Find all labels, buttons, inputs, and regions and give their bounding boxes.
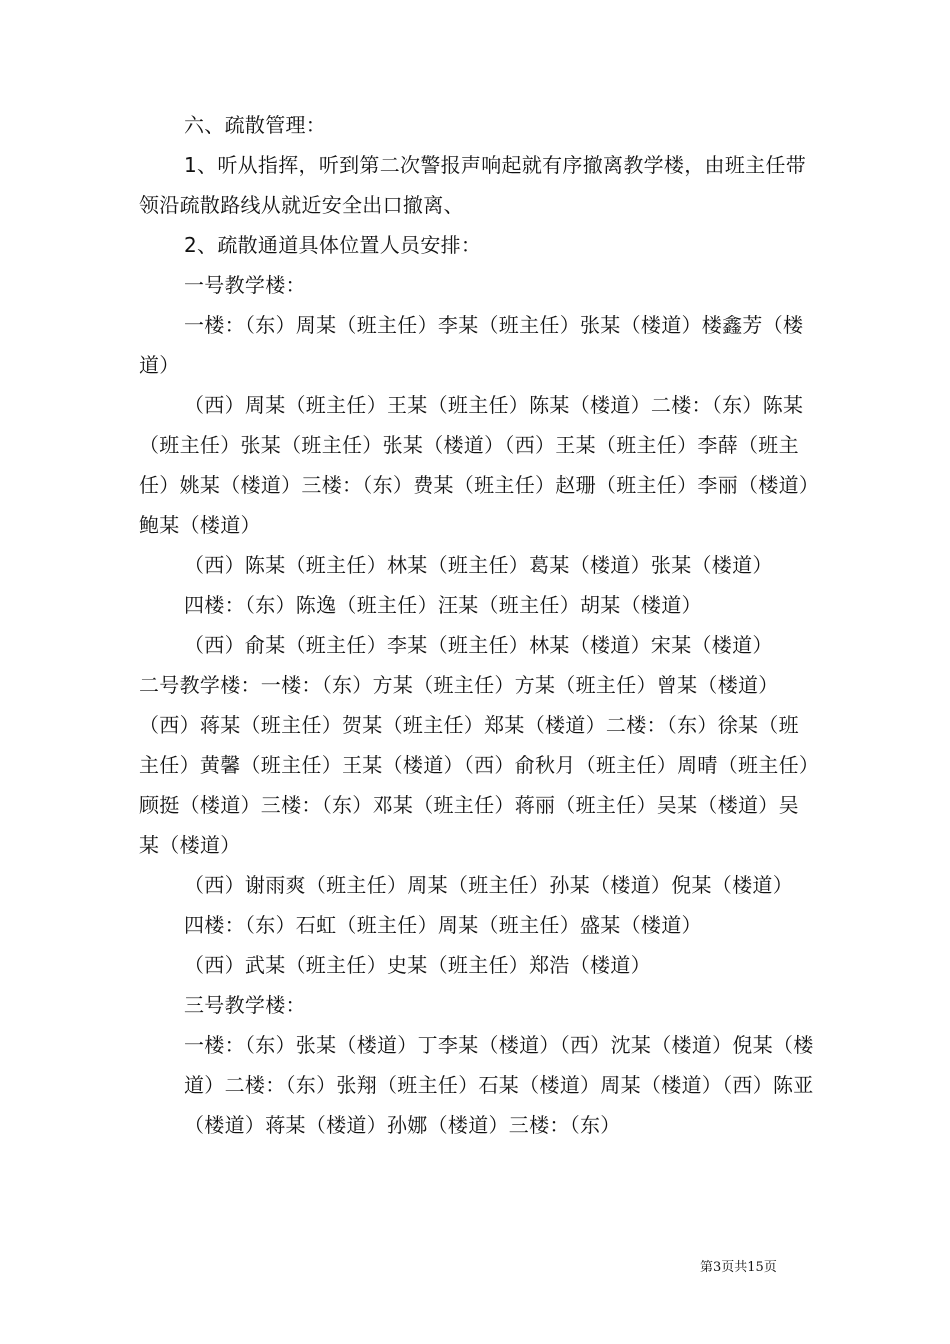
building-1-floor-1-east: 一楼：（东）周某（班主任）李某（班主任）张某（楼道）楼鑫芳（楼道） (139, 313, 804, 377)
building-1-floor-4-east: 四楼：（东）陈逸（班主任）汪某（班主任）胡某（楼道） (184, 593, 702, 617)
building-1-floors-west-2-3: （西）周某（班主任）王某（班主任）陈某（楼道）二楼：（东）陈某（班主任）张某（班主任）张某（楼道）（西）王某（班主任）李薛（班主任）姚某（楼道）三楼：（东）费某（班主任）赵珊（班主任）李丽（楼道）鲍某（楼道） (139, 393, 810, 537)
document-body (139, 105, 819, 1145)
building-2-floor-4-west: （西）武某（班主任）史某（班主任）郑浩（楼道） (184, 953, 651, 977)
building-2-floors-1-3: 二号教学楼：一楼：（东）方某（班主任）方某（班主任）曾某（楼道）（西）蒋某（班主任）贺某（班主任）郑某（楼道）二楼：（东）徐某（班主任）黄馨（班主任）王某（楼道）（西）俞秋月（班主任）周晴（班主任）顾挺（楼道）三楼：（东）邓某（班主任）蒋丽（班主任）吴某（楼道）吴某（楼道） (139, 673, 810, 857)
building-3-floors-1-3: 一楼：（东）张某（楼道）丁李某（楼道）（西）沈某（楼道）倪某（楼道）二楼：（东）张翔（班主任）石某（楼道）周某（楼道）（西）陈亚（楼道）蒋某（楼道）孙娜（楼道）三楼：（东） (184, 1033, 814, 1137)
paragraph-evacuation-routes: 2、疏散通道具体位置人员安排： (184, 233, 482, 257)
paragraph-follow-command: 1、听从指挥，听到第二次警报声响起就有序撤离教学楼，由班主任带领沿疏散路线从就近安全出口撤离、 (139, 153, 807, 217)
building-2-floor-3-west: （西）谢雨爽（班主任）周某（班主任）孙某（楼道）倪某（楼道） (184, 873, 793, 897)
section-heading-evacuation: 六、疏散管理： (184, 113, 327, 137)
building-1-floor-3-west: （西）陈某（班主任）林某（班主任）葛某（楼道）张某（楼道） (184, 553, 773, 577)
page-number-footer: 第3页共15页 (700, 1260, 777, 1275)
building-2-floor-4-east: 四楼：（东）石虹（班主任）周某（班主任）盛某（楼道） (184, 913, 702, 937)
building-1-heading: 一号教学楼： (184, 273, 306, 297)
building-3-heading: 三号教学楼： (184, 993, 306, 1017)
building-1-floor-4-west: （西）俞某（班主任）李某（班主任）林某（楼道）宋某（楼道） (184, 633, 773, 657)
